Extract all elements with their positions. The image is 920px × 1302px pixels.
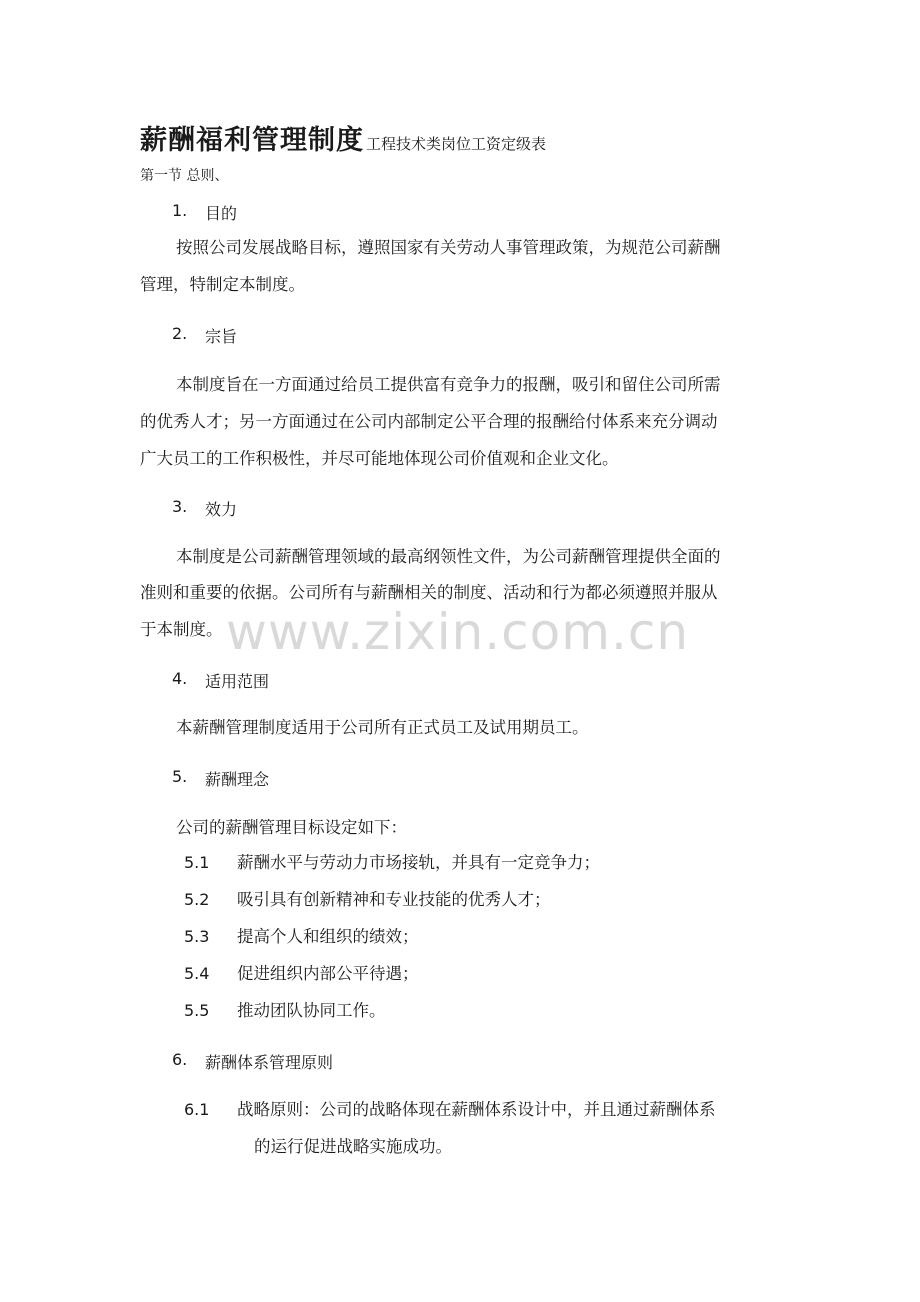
subitem-text: 推动团队协同工作。	[237, 1001, 386, 1020]
item-heading: 薪酬体系管理原则	[205, 1053, 334, 1072]
paragraph-line: 准则和重要的依据。公司所有与薪酬相关的制度、活动和行为都必须遵照并服从	[140, 583, 718, 602]
item-heading: 宗旨	[205, 327, 238, 346]
item-heading: 薪酬理念	[205, 770, 270, 789]
paragraph-line: 按照公司发展战略目标，遵照国家有关劳动人事管理政策，为规范公司薪酬	[176, 238, 721, 257]
subitem-text: 促进组织内部公平待遇；	[237, 964, 419, 983]
paragraph-line: 于本制度。	[140, 620, 223, 639]
paragraph-line: 本薪酬管理制度适用于公司所有正式员工及试用期员工。	[176, 718, 589, 737]
subitem-number: 5.4	[184, 964, 210, 983]
paragraph-line: 的优秀人才；另一方面通过在公司内部制定公平合理的报酬给付体系来充分调动	[140, 412, 718, 431]
subitem-number: 5.1	[184, 853, 210, 872]
subitem-continuation: 的运行促进战略实施成功。	[254, 1137, 452, 1156]
title-line	[140, 118, 546, 157]
watermark-text: www.zixin.com.cn	[226, 603, 690, 661]
paragraph-line: 公司的薪酬管理目标设定如下：	[176, 818, 407, 837]
item-number: 1.	[172, 201, 188, 220]
item-number: 2.	[172, 324, 188, 343]
subitem-text: 战略原则：公司的战略体现在薪酬体系设计中，并且通过薪酬体系	[237, 1100, 716, 1119]
paragraph-line: 广大员工的工作积极性，并尽可能地体现公司价值观和企业文化。	[140, 449, 619, 468]
subitem-number: 5.2	[184, 890, 210, 909]
subitem-number: 6.1	[184, 1100, 210, 1119]
paragraph-line: 本制度是公司薪酬管理领域的最高纲领性文件，为公司薪酬管理提供全面的	[176, 547, 721, 566]
subitem-text: 薪酬水平与劳动力市场接轨，并具有一定竞争力；	[237, 853, 600, 872]
paragraph-line: 管理，特制定本制度。	[140, 275, 305, 294]
item-number: 5.	[172, 767, 188, 786]
subitem-text: 吸引具有创新精神和专业技能的优秀人才；	[237, 890, 551, 909]
subitem-number: 5.3	[184, 927, 210, 946]
paragraph-line: 本制度旨在一方面通过给员工提供富有竞争力的报酬，吸引和留住公司所需	[176, 375, 721, 394]
item-number: 4.	[172, 669, 188, 688]
item-heading: 目的	[205, 204, 238, 223]
item-heading: 适用范围	[205, 672, 270, 691]
subitem-number: 5.5	[184, 1001, 210, 1020]
item-number: 3.	[172, 497, 188, 516]
document-title: 薪酬福利管理制度	[140, 125, 364, 156]
item-number: 6.	[172, 1050, 188, 1069]
section-heading: 第一节 总则、	[140, 168, 229, 184]
document-subtitle: 工程技术类岗位工资定级表	[366, 135, 547, 153]
item-heading: 效力	[205, 500, 238, 519]
subitem-text: 提高个人和组织的绩效；	[237, 927, 419, 946]
